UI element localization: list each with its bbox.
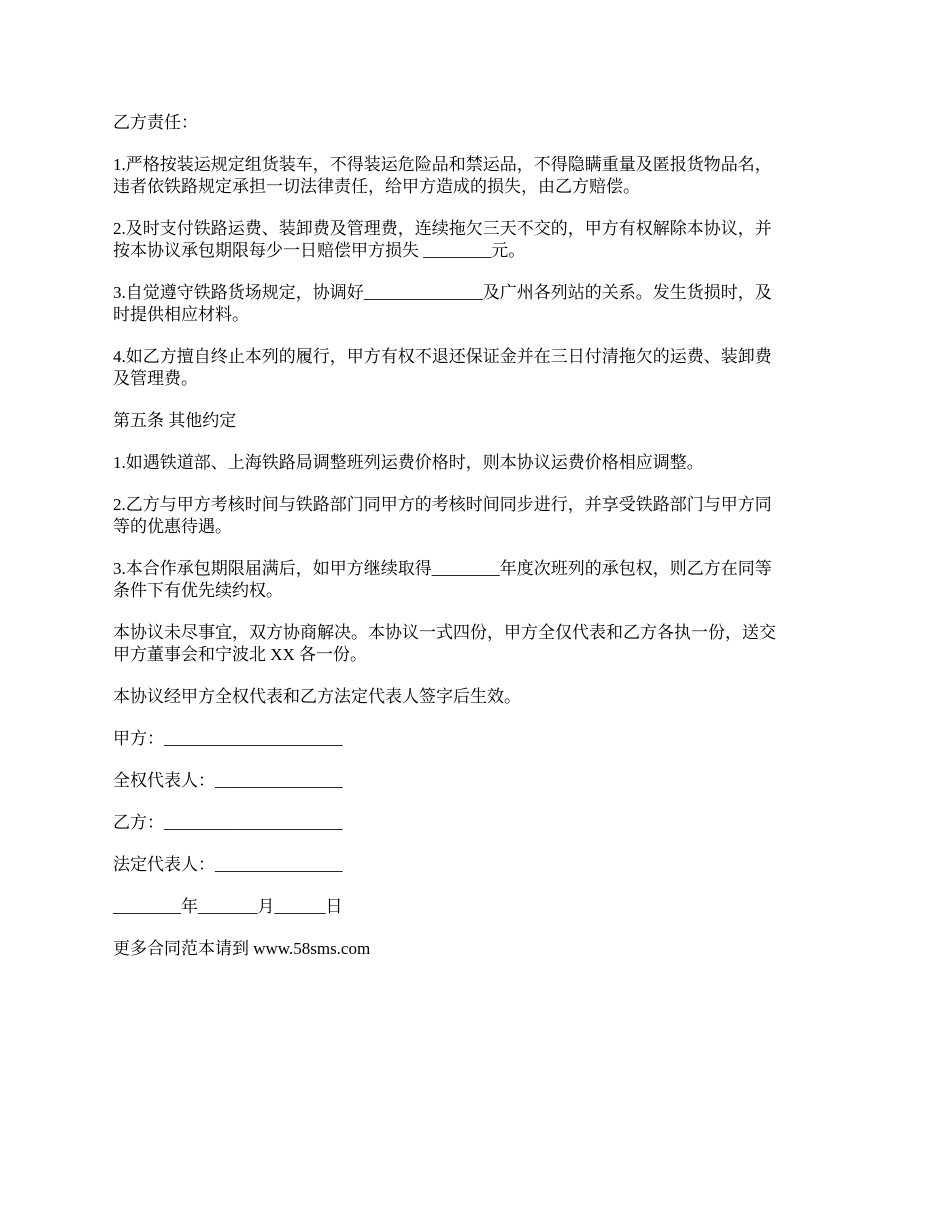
footer-link-text: 更多合同范本请到 www.58sms.com: [113, 939, 371, 958]
party-b-heading: 乙方责任：: [113, 113, 198, 132]
document-page: [113, 112, 843, 980]
closing-paragraph-2: 本协议经甲方全权代表和乙方法定代表人签字后生效。: [113, 687, 521, 706]
party-b-item-3: 3.自觉遵守铁路货场规定，协调好______________及广州各列站的关系。发生货损时，及 时提供相应材料。: [113, 283, 772, 324]
article5-heading: 第五条 其他约定: [113, 411, 237, 430]
party-b-item-1: 1.严格按装运规定组货装车，不得装运危险品和禁运品，不得隐瞒重量及匿报货物品名， 违者依铁路规定承担一切法律责任，给甲方造成的损失，由乙方赔偿。: [113, 155, 772, 196]
signature-date: ________年_______月______日: [113, 897, 343, 916]
article5-item-1: 1.如遇铁道部、上海铁路局调整班列运费价格时，则本协议运费价格相应调整。: [113, 453, 704, 472]
signature-party-a: 甲方：_____________________: [113, 729, 343, 748]
article5-item-3: 3.本合作承包期限届满后，如甲方继续取得________年度次班列的承包权，则乙方在同等 条件下有优先续约权。: [113, 559, 772, 600]
signature-party-a-rep: 全权代表人：_______________: [113, 771, 343, 790]
article5-item-2: 2.乙方与甲方考核时间与铁路部门同甲方的考核时间同步进行，并享受铁路部门与甲方同 等的优惠待遇。: [113, 495, 772, 536]
party-b-item-2: 2.及时支付铁路运费、装卸费及管理费，连续拖欠三天不交的，甲方有权解除本协议，并 按本协议承包期限每少一日赔偿甲方损失 ________元。: [113, 219, 772, 260]
party-b-item-4: 4.如乙方擅自终止本列的履行，甲方有权不退还保证金并在三日付清拖欠的运费、装卸费 及管理费。: [113, 347, 772, 388]
signature-party-b-rep: 法定代表人：_______________: [113, 855, 343, 874]
signature-party-b: 乙方：_____________________: [113, 813, 343, 832]
closing-paragraph-1: 本协议未尽事宜，双方协商解决。本协议一式四份，甲方全仅代表和乙方各执一份，送交 甲方董事会和宁波北 XX 各一份。: [113, 623, 776, 664]
